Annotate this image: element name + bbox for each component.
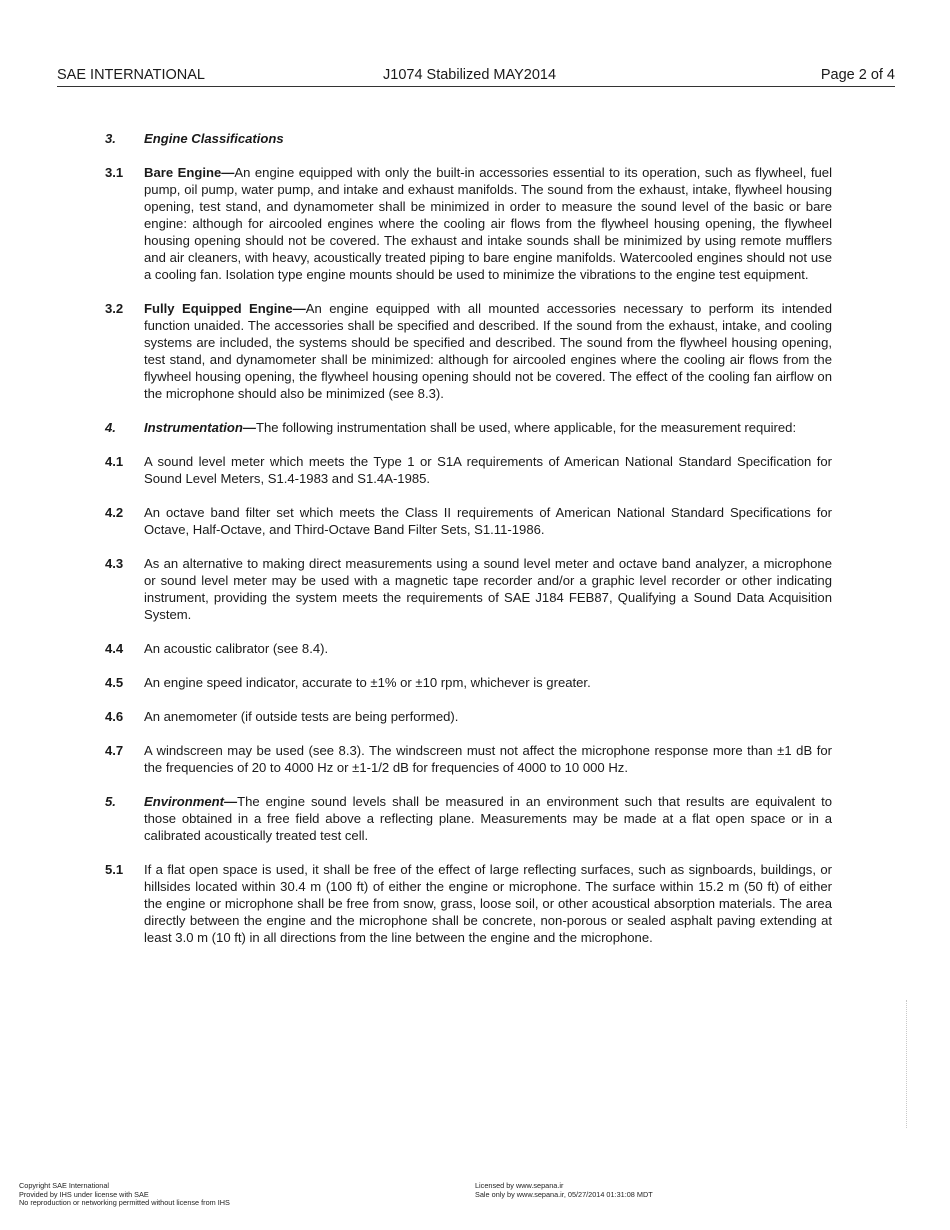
section-text: An engine equipped with all mounted accessories necessary to perform its intended function unaided. The accessories shall be specified and described. If the sound from the exhaust, intake, and cooling systems are included, the systems should be specified and described. The sound from the flywheel housing opening, test stand, and dynamometer shall be minimized: although for aircooled engines where the cooling air flows from the flywheel housing opening, the flywheel housing opening should not be covered. The effect of the cooling fan airflow on the microphone should also be minimized (see 8.3).: [144, 301, 832, 401]
section-4: [105, 419, 832, 436]
section-text: If a flat open space is used, it shall be free of the effect of large reflecting surfaces, such as signboards, buildings, or hillsides located within 30.4 m (100 ft) of either the engine or microphone. The surface within 15.2 m (50 ft) of either the engine or microphone shall be free from snow, grass, loose soil, or other acoustical absorption materials. The area directly between the engine and the microphone shall be concrete, non-porous or sealed asphalt paving extending at least 3.0 m (10 ft) in all directions from the line between the engine and the microphone.: [144, 862, 832, 945]
section-4-3: [105, 555, 832, 623]
section-text: An anemometer (if outside tests are being performed).: [144, 709, 459, 724]
section-number: 3.2: [105, 301, 124, 316]
section-4-1: [105, 453, 832, 487]
section-number: 3.1: [105, 165, 124, 180]
section-text: A windscreen may be used (see 8.3). The windscreen must not affect the microphone response more than ±1 dB for the frequencies of 20 to 4000 Hz or ±1-1/2 dB for frequencies of 4000 to 10 000 Hz.: [144, 743, 832, 775]
section-text: An acoustic calibrator (see 8.4).: [144, 641, 329, 656]
section-4-2: [105, 504, 832, 538]
footer-line: Provided by IHS under license with SAE: [19, 1189, 149, 1199]
footer-line: Licensed by www.sepana.ir: [475, 1181, 564, 1190]
header-organization: SAE INTERNATIONAL: [57, 67, 205, 83]
section-number: 4.7: [105, 743, 124, 758]
header-page-number: Page 2 of 4: [820, 67, 895, 83]
section-4-6: [105, 708, 832, 725]
section-text: An engine speed indicator, accurate to ±1% or ±10 rpm, whichever is greater.: [144, 675, 591, 690]
section-3: [105, 130, 832, 147]
section-heading: Instrumentation—: [144, 420, 257, 435]
section-number: 4.6: [105, 709, 124, 724]
section-number: 4.1: [105, 454, 124, 469]
footer-line: Copyright SAE International: [19, 1181, 110, 1190]
section-heading: Engine Classifications: [144, 131, 284, 146]
section-number: 4.3: [105, 556, 124, 571]
document-body: [105, 130, 832, 963]
section-heading: Bare Engine—: [144, 165, 235, 180]
section-number: 4.5: [105, 675, 124, 690]
section-3-1: [105, 164, 832, 283]
header-document-id: J1074 Stabilized MAY2014: [383, 67, 557, 83]
footer-copyright: [19, 1182, 230, 1208]
page-header: [57, 66, 895, 87]
section-number: 5.: [105, 794, 116, 809]
section-text: An octave band filter set which meets the Class II requirements of American National Standard Specifications for Octave, Half-Octave, and Third-Octave Band Filter Sets, S1.11-1986.: [144, 505, 832, 537]
section-heading: Environment—: [144, 794, 238, 809]
footer-line: Sale only by www.sepana.ir, 05/27/2014 01:31:08 MDT: [475, 1189, 653, 1199]
section-4-7: [105, 742, 832, 776]
section-5: [105, 793, 832, 844]
section-4-5: [105, 674, 832, 691]
section-text: A sound level meter which meets the Type 1 or S1A requirements of American National Standard Specification for Sound Level Meters, S1.4-1983 and S1.4A-1985.: [144, 454, 832, 486]
section-4-4: [105, 640, 832, 657]
section-number: 3.: [105, 131, 116, 146]
section-text: The following instrumentation shall be used, where applicable, for the measurement required:: [256, 420, 797, 435]
section-text: An engine equipped with only the built-in accessories essential to its operation, such as flywheel, fuel pump, oil pump, water pump, and intake and exhaust manifolds. The sound from the exhaust, intake, flywheel housing opening, test stand, and dynamometer shall be minimized in order to measure the sound level of the basic or bare engine: although for aircooled engines where the cooling air flows from the flywheel housing opening, the flywheel housing opening should not be covered. The exhaust and intake sounds shall be minimized by using remote mufflers and air cleaners, with heavy, acoustically treated piping to bare engine manifolds. Watercooled engines should not use a cooling fan. Isolation type engine mounts should be used to minimize the vibrations to the engine test equipment.: [144, 165, 832, 282]
footer-line: No reproduction or networking permitted without license from IHS: [19, 1198, 230, 1207]
margin-dotted-line: [906, 1000, 910, 1128]
footer-license: [475, 1182, 653, 1199]
section-text: The engine sound levels shall be measured in an environment such that results are equivalent to those obtained in a free field above a reflecting plane. Measurements may be made at a flat open space or in a calibrated acoustically treated test cell.: [144, 794, 832, 843]
section-3-2: [105, 300, 832, 402]
section-heading: Fully Equipped Engine—: [144, 301, 306, 316]
section-number: 4.: [105, 420, 116, 435]
section-number: 4.4: [105, 641, 124, 656]
section-text: As an alternative to making direct measurements using a sound level meter and octave band analyzer, a microphone or sound level meter may be used with a magnetic tape recorder and/or a graphic level recorder or other indicating instrument, providing the system meets the requirements of SAE J184 FEB87, Qualifying a Sound Data Acquisition System.: [144, 556, 832, 622]
section-5-1: [105, 861, 832, 946]
section-number: 4.2: [105, 505, 124, 520]
section-number: 5.1: [105, 862, 124, 877]
